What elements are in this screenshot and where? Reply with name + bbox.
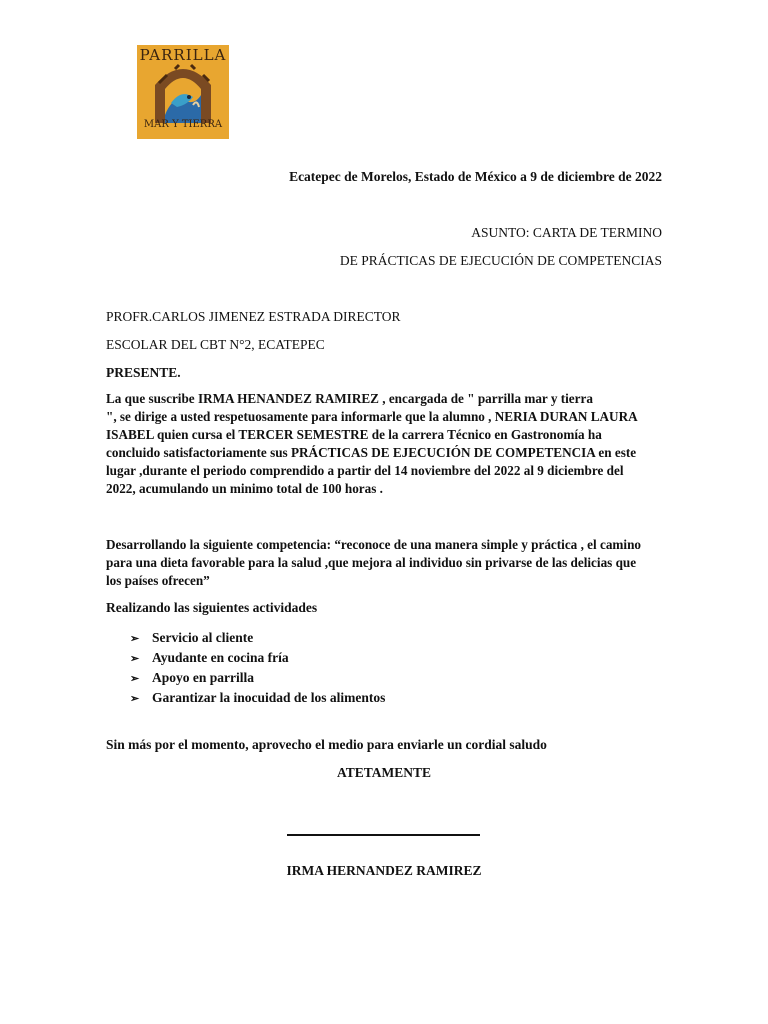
logo-bottom-text: MAR Y TIERRA [143,119,223,130]
regards-line: ATETAMENTE [336,765,431,780]
list-item: ➢ Servicio al cliente [130,628,385,648]
arrow-bullet-icon: ➢ [130,693,140,705]
subject-line-1: ASUNTO: CARTA DE TERMINO [471,225,662,240]
activities-heading: Realizando las siguientes actividades [106,600,318,615]
place-date: Ecatepec de Morelos, Estado de México a 9 de diciembre de 2022 [289,169,662,184]
list-item: ➢ Ayudante en cocina fría [130,648,385,668]
competency-line: los países ofrecen” [106,573,210,588]
logo-top-text: PARRILLA [139,46,227,64]
arrow-bullet-icon: ➢ [130,673,140,685]
paragraph-line: lugar ,durante el periodo comprendido a partir del 14 noviembre del 2022 al 9 diciembre del [106,463,624,478]
competency-line: para una dieta favorable para la salud ,que mejora al individuo sin privarse de las delicias que [106,555,637,570]
paragraph-line: ", se dirige a usted respetuosamente para informarle que la alumno , NERIA DURAN LAURA [106,409,638,424]
body-paragraph [106,390,668,498]
addressee-line-1: PROFR.CARLOS JIMENEZ ESTRADA DIRECTOR [106,309,401,324]
list-item: ➢ Apoyo en parrilla [130,668,385,688]
signer-name: IRMA HERNANDEZ RAMIREZ [286,863,482,878]
list-item: ➢ Garantizar la inocuidad de los alimentos [130,688,385,708]
arrow-bullet-icon: ➢ [130,633,140,645]
arrow-bullet-icon: ➢ [130,653,140,665]
signature-line [287,834,480,836]
subject-line-2: DE PRÁCTICAS DE EJECUCIÓN DE COMPETENCIAS [339,253,662,268]
competency-paragraph [106,536,668,590]
addressee-line-2: ESCOLAR DEL CBT N°2, ECATEPEC [106,337,325,352]
closing-line: Sin más por el momento, aprovecho el medio para enviarle un cordial saludo [106,737,547,752]
addressee-line-3: PRESENTE. [106,365,181,380]
restaurant-logo [137,45,229,139]
paragraph-line: La que suscribe IRMA HENANDEZ RAMIREZ , encargada de " parrilla mar y tierra [106,391,593,406]
paragraph-line: concluido satisfactoriamente sus PRÁCTICAS DE EJECUCIÓN DE COMPETENCIA en este [106,445,637,460]
competency-line: Desarrollando la siguiente competencia: “reconoce de una manera simple y práctica , el camino [106,537,641,552]
activities-list [130,628,385,708]
paragraph-line: ISABEL quien cursa el TERCER SEMESTRE de la carrera Técnico en Gastronomía ha [106,427,602,442]
paragraph-line: 2022, acumulando un minimo total de 100 horas . [106,481,383,496]
